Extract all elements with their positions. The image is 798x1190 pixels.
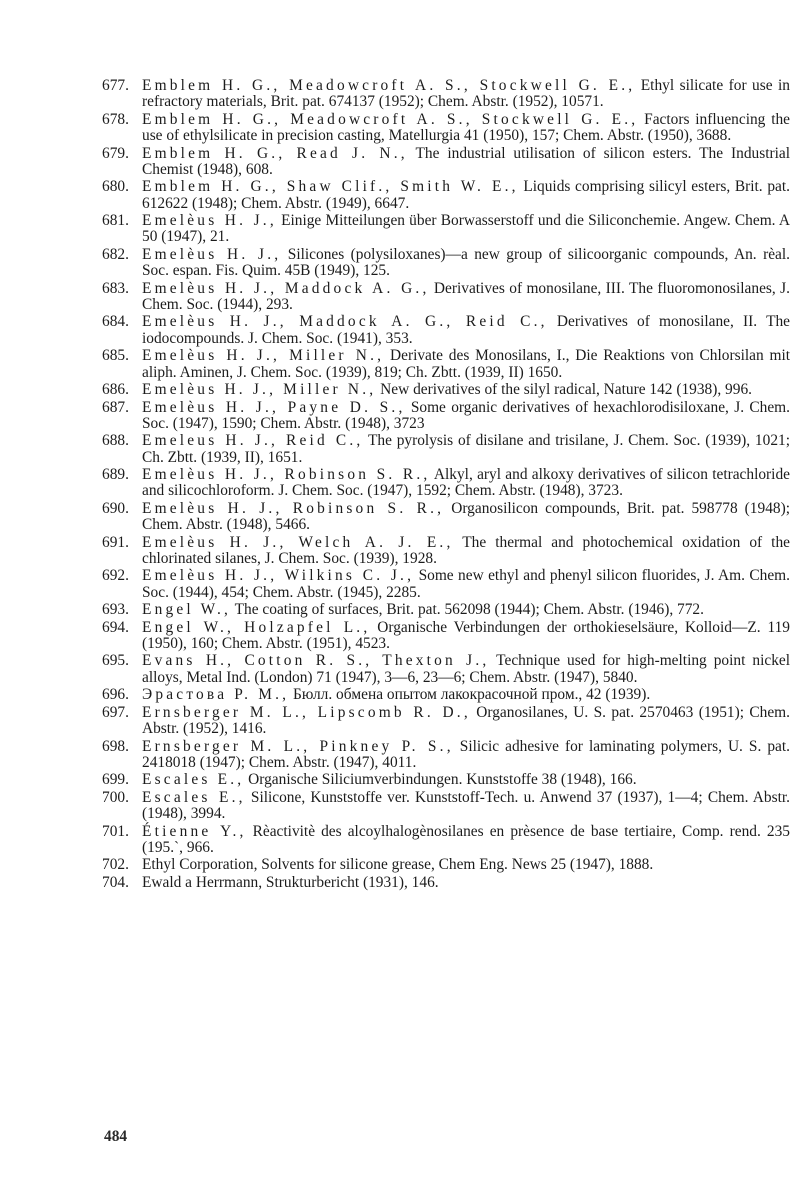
reference-authors: Emelèus H. J., Miller N., <box>142 347 385 365</box>
reference-citation: Liquids comprising silicyl esters, Brit. pat. 612622 (1948); Chem. Abstr. (1949), 6647. <box>142 178 790 212</box>
reference-entry <box>102 875 792 891</box>
reference-authors: Emelèus H. J., Robinson S. R., <box>142 466 431 484</box>
reference-entry <box>102 824 792 857</box>
reference-authors: Emblem H. G., Shaw Clif., Smith W. E., <box>142 178 519 196</box>
reference-number: 689. <box>102 466 129 484</box>
reference-citation: Silicic adhesive for laminating polymers, U. S. pat. 2418018 (1947); Chem. Abstr. (1947), 4011. <box>142 737 790 771</box>
reference-number: 681. <box>102 212 129 230</box>
reference-citation: Technique used for high-melting point nickel alloys, Metal Ind. (London) 71 (1947), 3—6, 23—6; Chem. Abstr. (1947), 5840. <box>142 652 790 686</box>
reference-number: 679. <box>102 144 129 162</box>
reference-citation: Derivatives of monosilane, II. The iodocompounds. J. Chem. Soc. (1941), 353. <box>142 313 790 347</box>
reference-number: 677. <box>102 77 129 94</box>
reference-number: 688. <box>102 432 129 450</box>
reference-authors: Emelèus H. J., Maddock A. G., <box>142 279 430 297</box>
reference-number: 701. <box>102 822 129 840</box>
reference-number: 690. <box>102 499 129 517</box>
reference-number: 700. <box>102 788 129 806</box>
reference-number: 694. <box>102 618 129 636</box>
reference-number: 678. <box>102 110 129 128</box>
reference-authors: Emblem H. G., Meadowcroft A. S., Stockwell G. E., <box>142 110 639 128</box>
reference-text <box>142 433 792 466</box>
reference-number: 695. <box>102 652 129 670</box>
reference-text <box>142 179 792 212</box>
reference-authors: Emelèus H. J., <box>142 212 277 230</box>
reference-text <box>142 146 792 179</box>
reference-entry <box>102 602 792 618</box>
reference-entry <box>102 400 792 433</box>
reference-authors: Emelèus H. J., <box>142 245 282 263</box>
reference-text <box>142 790 792 823</box>
reference-text <box>142 602 792 618</box>
reference-text <box>142 687 792 703</box>
reference-number: 699. <box>102 771 129 789</box>
reference-number: 691. <box>102 533 129 551</box>
reference-authors: Emblem H. G., Read J. N., <box>142 144 408 162</box>
reference-text <box>142 824 792 857</box>
reference-entry <box>102 146 792 179</box>
reference-citation: The coating of surfaces, Brit. pat. 562098 (1944); Chem. Abstr. (1946), 772. <box>231 601 704 619</box>
reference-authors: Emblem H. G., Meadowcroft A. S., Stockwell G. E., <box>142 77 636 94</box>
reference-citation: New derivatives of the silyl radical, Nature 142 (1938), 996. <box>376 381 752 399</box>
reference-entry <box>102 247 792 280</box>
reference-number: 696. <box>102 686 129 704</box>
reference-text <box>142 314 792 347</box>
reference-authors: Emelèus H. J., Maddock A. G., Reid C., <box>142 313 548 331</box>
reference-authors: Evans H., Cotton R. S., Thexton J., <box>142 652 490 670</box>
reference-authors: Emelèus H. J., Welch A. J. E., <box>142 533 454 551</box>
reference-entry <box>102 78 792 111</box>
reference-entry <box>102 687 792 703</box>
reference-number: 687. <box>102 398 129 416</box>
reference-authors: Engel W., <box>142 601 232 619</box>
page-number: 484 <box>104 1128 128 1145</box>
reference-text <box>142 653 792 686</box>
reference-citation: The thermal and photochemical oxidation of the chlorinated silanes, J. Chem. Soc. (1939), 1928. <box>142 533 790 567</box>
reference-citation: The industrial utilisation of silicon esters. The Industrial Chemist (1948), 608. <box>142 144 791 178</box>
reference-authors: Escales E., <box>142 788 246 806</box>
reference-text <box>142 467 792 500</box>
reference-number: 682. <box>102 245 129 263</box>
reference-entry <box>102 433 792 466</box>
reference-text <box>142 348 792 381</box>
reference-citation: The pyrolysis of disilane and trisilane, J. Chem. Soc. (1939), 1021; Ch. Zbtt. (1939, II), 1651. <box>142 432 790 466</box>
reference-citation: Rèactivitè des alcoylhalogènosilanes en prèsence de base tertiaire, Comp. rend. 235 (195.`, 966. <box>142 822 790 856</box>
reference-number: 686. <box>102 381 129 399</box>
reference-authors: Emelèus H. J., Robinson S. R., <box>142 499 445 517</box>
reference-text <box>142 247 792 280</box>
reference-authors: Ernsberger M. L., Pinkney P. S., <box>142 737 454 755</box>
reference-entry <box>102 467 792 500</box>
reference-citation: Some new ethyl and phenyl silicon fluorides, J. Am. Chem. Soc. (1944), 454; Chem. Abstr. (1945), 2285. <box>142 567 790 601</box>
reference-citation: Organosilicon compounds, Brit. pat. 598778 (1948); Chem. Abstr. (1948), 5466. <box>142 499 790 534</box>
reference-authors: Emeleus H. J., Reid C., <box>142 432 364 450</box>
reference-entry <box>102 790 792 823</box>
reference-number: 698. <box>102 737 129 755</box>
reference-citation: Ethyl Corporation, Solvents for silicone grease, Chem Eng. News 25 (1947), 1888. <box>142 856 654 874</box>
reference-entry <box>102 382 792 398</box>
reference-entry <box>102 281 792 314</box>
reference-authors: Emelèus H. J., Wilkins C. J., <box>142 567 415 585</box>
reference-number: 685. <box>102 347 129 365</box>
reference-text <box>142 112 792 145</box>
reference-authors: Ernsberger M. L., Lipscomb R. D., <box>142 703 471 721</box>
reference-citation: Organosilanes, U. S. pat. 2570463 (1951); Chem. Abstr. (1952), 1416. <box>142 703 790 738</box>
reference-authors: Étienne Y., <box>142 822 247 840</box>
reference-citation: Einige Mitteilungen über Borwasserstoff und die Siliconchemie. Angew. Chem. A 50 (1947), 21. <box>142 212 791 246</box>
reference-citation: Derivatives of monosilane, III. The fluoromonosilanes, J. Chem. Soc. (1944), 293. <box>142 279 790 313</box>
reference-citation: Organische Siliciumverbindungen. Kunststoffe 38 (1948), 166. <box>244 771 637 789</box>
reference-citation: Бюлл. обмена опытом лакокрасочной пром., 42 (1939). <box>289 686 651 704</box>
reference-entry <box>102 213 792 246</box>
reference-text <box>142 535 792 568</box>
reference-citation: Ethyl silicate for use in refractory materials, Brit. pat. 674137 (1952); Chem. Abstr. (1952), 10571. <box>142 77 790 111</box>
reference-entry <box>102 568 792 601</box>
reference-citation: Ewald a Herrmann, Strukturbericht (1931), 146. <box>142 873 439 891</box>
reference-citation: Organische Verbindungen der orthokieselsäure, Kolloid—Z. 119 (1950), 160; Chem. Abstr. (1951), 4523. <box>142 618 790 652</box>
reference-text <box>142 705 792 738</box>
reference-citation: Silicones (polysiloxanes)—a new group of silicoorganic compounds, An. rèal. Soc. espan. Fis. Quim. 45B (1949), 125. <box>142 245 790 280</box>
reference-text <box>142 382 792 398</box>
reference-text <box>142 620 792 653</box>
reference-entry <box>102 739 792 772</box>
reference-text <box>142 739 792 772</box>
reference-authors: Escales E., <box>142 771 245 789</box>
reference-text <box>142 568 792 601</box>
reference-number: 697. <box>102 703 129 721</box>
reference-entry <box>102 772 792 788</box>
reference-text <box>142 213 792 246</box>
reference-list <box>102 78 792 892</box>
reference-authors: Эрастова Р. М., <box>142 686 290 704</box>
reference-entry <box>102 705 792 738</box>
reference-number: 692. <box>102 567 129 585</box>
reference-number: 702. <box>102 856 129 874</box>
reference-citation: Derivate des Monosilans, I., Die Reaktions von Chlorsilan mit aliph. Aminen, J. Chem. Soc. (1939), 819; Ch. Zbtt. (1939, II) 1650. <box>142 347 791 381</box>
reference-citation: Silicone, Kunststoffe ver. Kunststoff-Tech. u. Anwend 37 (1937), 1—4; Chem. Abstr. (1948), 3994. <box>142 788 790 823</box>
reference-authors: Engel W., Holzapfel L., <box>142 618 371 636</box>
reference-number: 683. <box>102 279 129 297</box>
reference-text <box>142 281 792 314</box>
reference-entry <box>102 314 792 347</box>
reference-entry <box>102 179 792 212</box>
reference-text <box>142 875 792 891</box>
reference-number: 693. <box>102 601 129 619</box>
reference-entry <box>102 857 792 873</box>
reference-citation: Alkyl, aryl and alkoxy derivatives of silicon tetrachloride and silicochloroform. J. Chem. Soc. (1947), 1592; Chem. Abstr. (1948), 3723. <box>142 466 790 500</box>
reference-entry <box>102 653 792 686</box>
reference-citation: Factors influencing the use of ethylsilicate in precision casting, Matellurgia 41 (1950), 157; Chem. Abstr. (1950), 3688. <box>142 110 791 145</box>
reference-entry <box>102 535 792 568</box>
reference-entry <box>102 112 792 145</box>
reference-text <box>142 78 792 111</box>
reference-text <box>142 772 792 788</box>
reference-text <box>142 857 792 873</box>
reference-text <box>142 400 792 433</box>
reference-number: 684. <box>102 313 129 331</box>
reference-citation: Some organic derivatives of hexachlorodisiloxane, J. Chem. Soc. (1947), 1590; Chem. Abstr. (1948), 3723 <box>142 398 790 432</box>
reference-authors: Emelèus H. J., Miller N., <box>142 381 377 399</box>
reference-entry <box>102 501 792 534</box>
reference-text <box>142 501 792 534</box>
reference-entry <box>102 620 792 653</box>
reference-authors: Emelèus H. J., Payne D. S., <box>142 398 406 416</box>
reference-number: 704. <box>102 873 129 891</box>
reference-number: 680. <box>102 178 129 196</box>
reference-entry <box>102 348 792 381</box>
